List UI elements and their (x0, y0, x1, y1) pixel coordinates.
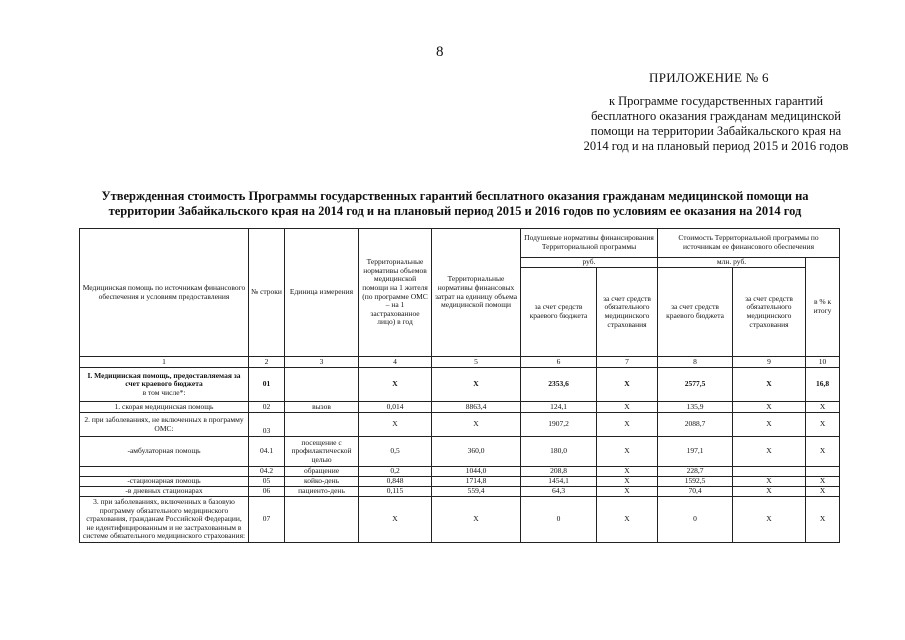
row-name (80, 368, 249, 402)
table-row (80, 477, 840, 487)
row-unit (285, 413, 359, 437)
table-row (80, 487, 840, 497)
header-regional-budget-per-capita: за счет средств краевого бюджета (521, 268, 597, 357)
col-number: 8 (658, 357, 733, 368)
row-oms-per-capita: Х (597, 413, 658, 437)
document-title (70, 189, 840, 219)
row-oms-per-capita: Х (597, 437, 658, 467)
table-row (80, 368, 840, 402)
row-number: 04.2 (249, 467, 285, 477)
cost-table (79, 228, 840, 543)
row-regional-cost: 135,9 (658, 402, 733, 413)
row-name-sub: в том числе*: (142, 387, 186, 397)
row-volume: 0,115 (359, 487, 432, 497)
row-oms-cost: Х (733, 497, 806, 543)
row-percent (806, 467, 840, 477)
row-number: 07 (249, 497, 285, 543)
row-name: -в дневных стационарах (80, 487, 249, 497)
table-row (80, 413, 840, 437)
row-unit (285, 497, 359, 543)
row-volume: 0,2 (359, 467, 432, 477)
header-service-type: Медицинская помощь по источникам финансового обеспечения и условиям предоставления (80, 229, 249, 357)
row-oms-cost: Х (733, 413, 806, 437)
title-line-2: территории Забайкальского края на 2014 год и на плановый период 2015 и 2016 годов по условиям ее оказания на 2014 год (108, 204, 802, 218)
col-number: 10 (806, 357, 840, 368)
header-percent-of-total: в % к итогу (806, 258, 840, 357)
col-number: 5 (432, 357, 521, 368)
header-row-number: № строки (249, 229, 285, 357)
row-number: 06 (249, 487, 285, 497)
row-unit: пациенто-день (285, 487, 359, 497)
col-number: 3 (285, 357, 359, 368)
row-volume: Х (359, 497, 432, 543)
header-cost-norms: Территориальные нормативы финансовых затрат на единицу объема медицинской помощи (432, 229, 521, 357)
row-cost: 1044,0 (432, 467, 521, 477)
row-percent: 16,8 (806, 368, 840, 402)
row-volume: 0,014 (359, 402, 432, 413)
row-number: 01 (249, 368, 285, 402)
row-regional-per-capita: 180,0 (521, 437, 597, 467)
page-number: 8 (436, 44, 444, 60)
row-number: 03 (249, 413, 285, 437)
row-unit: обращение (285, 467, 359, 477)
row-regional-per-capita: 64,3 (521, 487, 597, 497)
row-regional-per-capita: 1907,2 (521, 413, 597, 437)
table-row (80, 467, 840, 477)
row-regional-per-capita: 124,1 (521, 402, 597, 413)
header-per-capita-group: Подушевые нормативы финансирования Территориальной программы (521, 229, 658, 258)
row-unit: вызов (285, 402, 359, 413)
row-regional-cost: 197,1 (658, 437, 733, 467)
row-oms-cost: Х (733, 402, 806, 413)
row-percent: Х (806, 402, 840, 413)
row-regional-cost: 0 (658, 497, 733, 543)
row-percent: Х (806, 487, 840, 497)
row-percent: Х (806, 413, 840, 437)
row-number: 04.1 (249, 437, 285, 467)
header-oms-per-capita: за счет средств обязательного медицинского страхования (597, 268, 658, 357)
row-regional-per-capita: 2353,6 (521, 368, 597, 402)
header-volume-norms: Территориальные нормативы объемов медицинской помощи на 1 жителя (по программе ОМС – на 1 застрахованное лицо) в год (359, 229, 432, 357)
col-number: 2 (249, 357, 285, 368)
row-regional-cost: 2088,7 (658, 413, 733, 437)
header-unit-mln-rub: млн. руб. (658, 258, 806, 268)
row-regional-per-capita: 0 (521, 497, 597, 543)
row-name: -амбулаторная помощь (80, 437, 249, 467)
row-oms-cost: Х (733, 368, 806, 402)
row-oms-cost: Х (733, 477, 806, 487)
row-cost: 8863,4 (432, 402, 521, 413)
row-cost: 1714,8 (432, 477, 521, 487)
row-cost: Х (432, 368, 521, 402)
row-regional-cost: 2577,5 (658, 368, 733, 402)
row-cost: 360,0 (432, 437, 521, 467)
header-unit: Единица измерения (285, 229, 359, 357)
row-unit: посещение с профилактической целью (285, 437, 359, 467)
header-oms-cost: за счет средств обязательного медицинского страхования (733, 268, 806, 357)
row-regional-per-capita: 208,8 (521, 467, 597, 477)
row-oms-per-capita: Х (597, 368, 658, 402)
row-cost: Х (432, 497, 521, 543)
row-name-main: I. Медицинская помощь, предоставляемая за счет краевого бюджета (87, 370, 241, 389)
row-name (80, 467, 249, 477)
appendix-title: ПРИЛОЖЕНИЕ № 6 (649, 70, 769, 85)
row-regional-cost: 70,4 (658, 487, 733, 497)
title-line-1: Утвержденная стоимость Программы государственных гарантий бесплатного оказания гражданам медицинской помощи на (101, 189, 809, 203)
col-number: 7 (597, 357, 658, 368)
row-number: 02 (249, 402, 285, 413)
row-unit (285, 368, 359, 402)
appendix-reference: к Программе государственных гарантий бесплатного оказания гражданам медицинской помощи на территории Забайкальского края на 2014 год и на плановый период 2015 и 2016 годов (583, 94, 849, 153)
row-percent: Х (806, 437, 840, 467)
col-number: 6 (521, 357, 597, 368)
row-volume: 0,5 (359, 437, 432, 467)
row-number: 05 (249, 477, 285, 487)
col-number: 1 (80, 357, 249, 368)
row-oms-cost: Х (733, 437, 806, 467)
table-row (80, 437, 840, 467)
col-number: 9 (733, 357, 806, 368)
row-oms-per-capita: Х (597, 487, 658, 497)
header-program-cost-group: Стоимость Территориальной программы по источникам ее финансового обеспечения (658, 229, 840, 258)
row-oms-per-capita: Х (597, 467, 658, 477)
row-oms-per-capita: Х (597, 477, 658, 487)
row-name: 3. при заболеваниях, включенных в базовую программу обязательного медицинского страхования, гражданам Российской Федерации, не идентифицированным и не застрахованным в системе обязательного медицинского страхования: (80, 497, 249, 543)
row-regional-cost: 1592,5 (658, 477, 733, 487)
row-regional-per-capita: 1454,1 (521, 477, 597, 487)
row-percent: Х (806, 497, 840, 543)
row-volume: 0,848 (359, 477, 432, 487)
row-name: -стационарная помощь (80, 477, 249, 487)
row-name: 1. скорая медицинская помощь (80, 402, 249, 413)
row-percent: Х (806, 477, 840, 487)
col-number: 4 (359, 357, 432, 368)
row-oms-cost: Х (733, 487, 806, 497)
table-row (80, 402, 840, 413)
row-unit: койко-день (285, 477, 359, 487)
row-volume: Х (359, 368, 432, 402)
row-cost: 559,4 (432, 487, 521, 497)
row-name: 2. при заболеваниях, не включенных в программу ОМС: (80, 413, 249, 437)
header-unit-rub: руб. (521, 258, 658, 268)
table-row (80, 497, 840, 543)
row-cost: Х (432, 413, 521, 437)
row-volume: Х (359, 413, 432, 437)
row-oms-per-capita: Х (597, 497, 658, 543)
row-oms-cost (733, 467, 806, 477)
row-regional-cost: 228,7 (658, 467, 733, 477)
header-regional-budget-cost: за счет средств краевого бюджета (658, 268, 733, 357)
row-oms-per-capita: Х (597, 402, 658, 413)
